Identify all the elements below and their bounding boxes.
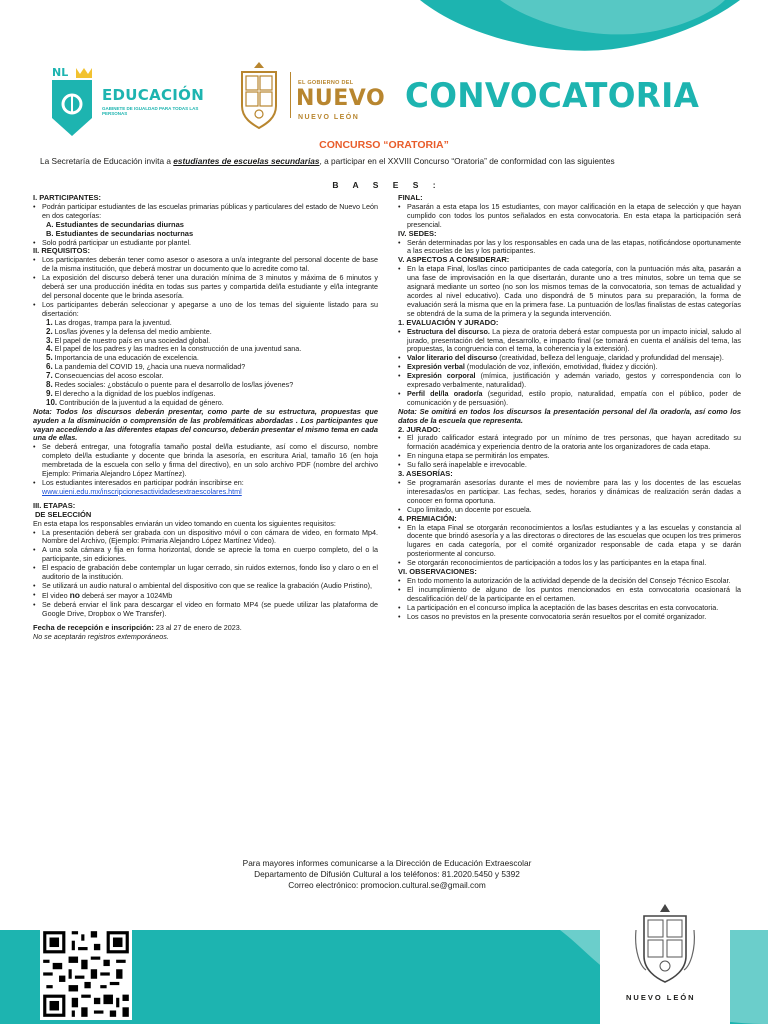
invite-post: , a participar en el XXVIII Concurso “Oratoria” de conformidad con las siguientes: [319, 156, 615, 166]
criterion-item: • Expresión verbal (modulación de voz, inflexión, emotividad, fluidez y dicción).: [398, 363, 741, 372]
list-item: • Los estudiantes interesados en participar podrán inscribirse en:: [33, 479, 378, 488]
stage-seleccion: DE SELECCIÓN: [35, 509, 92, 519]
list-item: • El incumplimiento de alguno de los puntos mencionados en esta convocatoria ocasionará la descalificación del/ de la participante en el certamen.: [398, 586, 741, 604]
page-title: CONVOCATORIA: [405, 76, 700, 116]
section-aspectos: V. ASPECTOS A CONSIDERAR:: [398, 255, 510, 265]
stage-intro: En esta etapa los responsables enviarán un video tomando en cuenta los siguientes requisitos:: [33, 518, 336, 528]
topic-item: 7. Consecuencias del acoso escolar.: [46, 371, 164, 381]
topic-item: 10. Contribución de la juventud a la equidad de género.: [46, 397, 224, 407]
contact-phones: Departamento de Difusión Cultural a los teléfonos: 81.2020.5450 y 5392: [254, 869, 520, 880]
right-column: [398, 194, 741, 622]
criterion-item: • Valor literario del discurso (creatividad, belleza del lenguaje, claridad y profundidad del mensaje).: [398, 354, 741, 363]
qr-code-icon[interactable]: [40, 928, 132, 1020]
list-item: • En la etapa Final se otorgarán reconocimientos a los/las estudiantes y a las escuelas y constancia al docente que brindó asesoría y a las directoras o directores de las escuelas que ocupen los tres primeros lugares en cada categoría, por el comité organizador responsable de cada etapa y se darán posteriormente al concurso.: [398, 524, 741, 560]
educacion-logo: [50, 66, 210, 138]
list-item: • En todo momento la autorización de la actividad depende de la decisión del Consejo Técnico Escolar.: [398, 577, 741, 586]
section-jurado: 2. JURADO:: [398, 424, 441, 434]
section-asesorias: 3. ASESORÍAS:: [398, 469, 453, 479]
list-item: • Serán determinadas por las y los responsables en cada una de las etapas, notificándose oportunamente a las escuelas de las y los participantes.: [398, 239, 741, 257]
list-item: • El espacio de grabación debe contemplar un lugar cerrado, sin ruidos externos, fondo liso y claro o en el auditorio de la institución.: [33, 564, 378, 582]
stage-final: FINAL:: [398, 193, 423, 202]
nuevo-leon-crest-icon: [632, 900, 698, 984]
list-item: • Cupo limitado, un docente por escuela.: [398, 506, 741, 515]
footer-state-name: NUEVO LEÓN: [626, 993, 696, 1002]
gov-label: EL GOBIERNO DEL: [298, 80, 354, 86]
section-requisitos: II. REQUISITOS:: [33, 246, 90, 256]
state-crest-icon: [234, 58, 284, 130]
list-item: • La exposición del discurso deberá tener una duración mínima de 3 minutos y máxima de 6 minutos y deberá ser una producción inédita en todas sus partes y compartida del/la estudiante y el/la integrante del personal docente que le brinda asesoría.: [33, 274, 378, 301]
contact-info: [0, 858, 768, 892]
section-premiacion: 4. PREMIACIÓN:: [398, 513, 457, 523]
list-item: • En ninguna etapa se permitirán los empates.: [398, 452, 741, 461]
list-item: • Se deberá entregar, una fotografía tamaño postal del/la estudiante, así como el discurso, nombre completo del/la estudiante y docente que brinda la asesoría, en escritura Arial, tamaño 16 (en hoja membretada de la escuela con sello y firma del directivo), en un solo archivo PDF (nombre del archivo Ejemplo: Primaria Alejandro López Martínez).: [33, 443, 378, 479]
topic-item: 5. Importancia de una educación de excelencia.: [46, 353, 199, 363]
list-item: • Podrán participar estudiantes de las escuelas primarias públicas y particulares del estado de Nuevo León en dos categorías:: [33, 203, 378, 221]
topic-item: 1. Las drogas, trampa para la juventud.: [46, 317, 172, 327]
list-item: • Los participantes deberán tener como asesor o asesora a un/a integrante del personal docente de base de la misma institución, que deberá mostrar un documento que lo acredite como tal.: [33, 256, 378, 274]
list-item: • El video no deberá ser mayor a 1024Mb: [33, 591, 378, 601]
educacion-brand: EDUCACIÓN: [102, 86, 205, 104]
list-item: • Se programarán asesorías durante el mes de noviembre para las y los docentes de las escuelas interesadas/os en participar. Las fechas, sedes, horarios y dinámicas de realización serán dadas a conocer en forma oportuna.: [398, 479, 741, 506]
top-wave-decoration: [0, 0, 768, 60]
criterion-item: • Estructura del discurso. La pieza de oratoria deberá estar compuesta por un impacto inicial, saludo al jurado, presentación del tema, desarrollo, e impacto final (se tomará en cuenta el análisis del tema, las propuestas, la congruencia con el tema, la coherencia y la extensión).: [398, 328, 741, 355]
list-item: • El jurado calificador estará integrado por un mínimo de tres personas, que hayan acreditado su formación académica y experiencia dentro de la oratoria ante los organizadores de cada etapa.: [398, 434, 741, 452]
section-observaciones: VI. OBSERVACIONES:: [398, 567, 477, 577]
list-item: • A una sola cámara y fija en forma horizontal, donde se aprecie la toma en cuerpo completo, del o la participante, sin ediciones.: [33, 546, 378, 564]
list-item: • Se otorgarán reconocimientos de participación a todos los y las participantes en la etapa final.: [398, 559, 741, 568]
bases-heading: B A S E S :: [332, 180, 442, 190]
registration-dates: Fecha de recepción e inscripción: 23 al 27 de enero de 2023.: [33, 622, 242, 632]
note-presentation: Nota: Se omitirá en todos los discursos la presentación personal del /la orador/a, así como los datos de la escuela que representa.: [398, 406, 741, 425]
criterion-item: • Expresión corporal (mímica, justificación y ademán variado, gestos y correspondencia con lo expresado verbalmente, naturalidad).: [398, 372, 741, 390]
no-late-registration: No se aceptarán registros extemporáneos.: [33, 631, 169, 641]
topic-item: 8. Redes sociales: ¿obstáculo o puente para el desarrollo de los/las jóvenes?: [46, 380, 294, 390]
gov-divider: [290, 72, 291, 118]
invite-target: estudiantes de escuelas secundarias: [173, 156, 320, 166]
list-item: • Se deberá enviar el link para descargar el video en formato MP4 (se puede utilizar las plataforma de Google Drive, Dropbox o We Transfer).: [33, 601, 378, 619]
topic-item: 2. Los/las jóvenes y la defensa del medio ambiente.: [46, 326, 212, 336]
list-item: • Los participantes deberán seleccionar y apegarse a uno de los temas del siguiente listado para su disertación:: [33, 301, 378, 319]
category-b: B. Estudiantes de secundarias nocturnas: [46, 228, 194, 238]
gov-brand: NUEVO: [296, 86, 386, 111]
invite-pre: La Secretaría de Educación invita a: [40, 156, 174, 166]
note-topics: Nota: Todos los discursos deberán presentar, como parte de su estructura, propuestas que ayuden a la disminución o comprensión de las problemáticas abordadas . Los participantes que vayan accediendo a las diferentes etapas del concurso, deberán presentar el mismo tema en cada una de ellas.: [33, 406, 378, 443]
list-item: • Se utilizará un audio natural o ambiental del dispositivo con que se realice la grabación (Audio Pristino),: [33, 582, 378, 591]
topic-item: 3. El papel de nuestro país en una sociedad global.: [46, 335, 211, 345]
educacion-tagline: GABINETE DE IGUALDAD PARA TODAS LAS PERSONAS: [102, 106, 199, 116]
gov-state: NUEVO LEÓN: [298, 114, 360, 121]
category-a: A. Estudiantes de secundarias diurnas: [46, 219, 184, 229]
nl-badge-icon: [50, 66, 94, 138]
topic-item: 6. La pandemia del COVID 19, ¿hacia una nueva normalidad?: [46, 362, 246, 372]
topic-item: 4. El papel de los padres y las madres en la construcción de una juventud sana.: [46, 344, 302, 354]
list-item: • Pasarán a esta etapa los 15 estudiantes, con mayor calificación en la etapa de selección y que hayan cumplido con todos los puntos señalados en esta convocatoria. En esta etapa la participación será presencial.: [398, 203, 741, 230]
list-item: • Los casos no previstos en la presente convocatoria serán resueltos por el comité organizador.: [398, 613, 741, 622]
list-item: • La presentación deberá ser grabada con un dispositivo móvil o con cámara de video, en formato Mp4. Nombre del Archivo, (Ejemplo: Primaria Alejandro López Martínez Video).: [33, 529, 378, 547]
registration-link[interactable]: www.uieni.edu.mx/inscripcionesactividadesextraescolares.html: [42, 486, 242, 496]
header: [0, 58, 768, 138]
section-etapas: III. ETAPAS:: [33, 500, 76, 510]
section-sedes: IV. SEDES:: [398, 228, 437, 238]
contact-email: Correo electrónico: promocion.cultural.se@gmail.com: [288, 880, 486, 891]
left-column: [33, 194, 378, 641]
nl-badge-text: NL: [52, 66, 69, 79]
invitation-text: [40, 156, 740, 166]
list-item: • En la etapa Final, los/las cinco participantes de cada categoría, con la puntuación más alta, pasarán a una fase de improvisación en la que disertarán, durante uno a tres minutos, sobre un tema que se asignará mediante un sorteo (no son los mismos temas de la convocatoria, son temas de actualidad y acordes al nivel educativo). Cada uno dispondrá de 5 minutos para su preparación, la forma de evaluación será la misma que en la primera fase. La puntuación de los/las finalistas de estas categorías se obtendrá de la suma de la primera y la segunda intervención.: [398, 265, 741, 318]
contact-line: Para mayores informes comunicarse a la Dirección de Educación Extraescolar: [242, 858, 532, 868]
topic-item: 9. El derecho a la dignidad de los pueblos indígenas.: [46, 388, 216, 398]
list-item: • La participación en el concurso implica la aceptación de las bases descritas en esta convocatoria.: [398, 604, 741, 613]
criterion-item: • Perfil del/la orador/a (seguridad, estilo propio, naturalidad, empatía con el público, poder de comunicación y de persuasión).: [398, 390, 741, 408]
section-participantes: I. PARTICIPANTES:: [33, 193, 102, 202]
list-item: • Solo podrá participar un estudiante por plantel.: [33, 239, 378, 248]
contest-title: CONCURSO “ORATORIA”: [319, 139, 449, 151]
section-evaluacion: 1. EVALUACIÓN Y JURADO:: [398, 317, 499, 327]
list-item: • Su fallo será inapelable e irrevocable.: [398, 461, 741, 470]
